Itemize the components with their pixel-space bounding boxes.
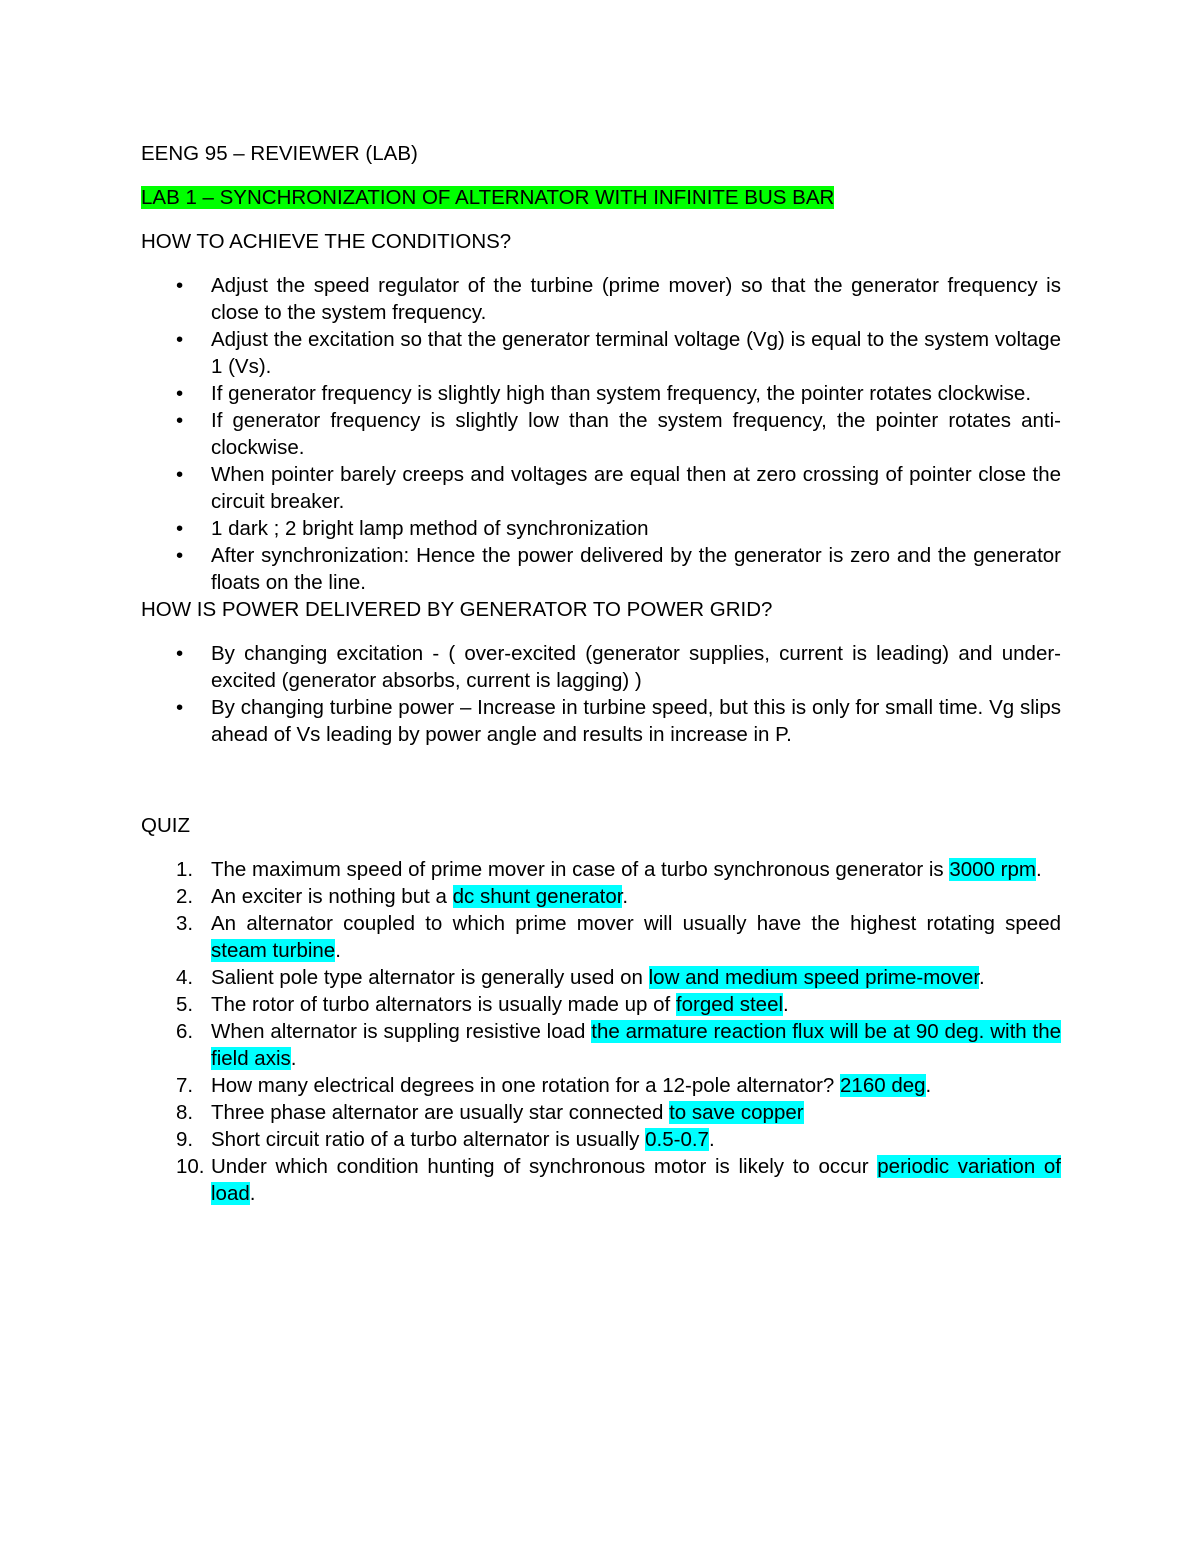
- quiz-item-number: 1.: [176, 858, 194, 881]
- quiz-question: An exciter is nothing but a: [211, 885, 453, 908]
- bullet-icon: •: [176, 274, 184, 297]
- quiz-answer-highlight: the armature reaction flux will be at 90 deg. with the field axis: [211, 1020, 1061, 1070]
- section-spacer: [141, 748, 1061, 812]
- quiz-question: Under which condition hunting of synchronous motor is likely to occur: [211, 1155, 878, 1178]
- quiz-item-number: 7.: [176, 1074, 194, 1097]
- bullet-icon: •: [176, 696, 184, 719]
- quiz-answer-highlight: steam turbine: [211, 939, 336, 962]
- quiz-item: [141, 1126, 1061, 1153]
- quiz-item: [141, 1099, 1061, 1126]
- quiz-item-number: 9.: [176, 1128, 194, 1151]
- lab-heading: [141, 184, 1061, 211]
- bullet-icon: •: [176, 409, 184, 432]
- quiz-answer-tail: .: [708, 1128, 715, 1151]
- quiz-answer-highlight: 0.5-0.7: [645, 1128, 709, 1151]
- quiz-answer-highlight: 2160 deg: [840, 1074, 926, 1097]
- quiz-item: [141, 964, 1061, 991]
- list-item: [141, 640, 1061, 694]
- quiz-item-number: 2.: [176, 885, 194, 908]
- quiz-answer-tail: .: [925, 1074, 932, 1097]
- quiz-question: An alternator coupled to which prime mover will usually have the highest rotating speed: [211, 912, 1061, 935]
- list-item-text: Adjust the excitation so that the generator terminal voltage (Vg) is equal to the system voltage 1 (Vs).: [211, 328, 1061, 378]
- quiz-item: [141, 1153, 1061, 1207]
- quiz-answer-tail: .: [783, 993, 789, 1016]
- list-item: [141, 694, 1061, 748]
- quiz-answer-tail: .: [979, 966, 985, 989]
- list-item: [141, 272, 1061, 326]
- quiz-question: Short circuit ratio of a turbo alternator is usually: [211, 1128, 646, 1151]
- quiz-answer-highlight: low and medium speed prime-mover: [648, 966, 980, 989]
- list-item: [141, 461, 1061, 515]
- bullet-icon: •: [176, 463, 184, 486]
- power-heading: HOW IS POWER DELIVERED BY GENERATOR TO POWER GRID?: [141, 598, 773, 621]
- quiz-answer-highlight: to save copper: [669, 1101, 804, 1124]
- list-item-text: After synchronization: Hence the power delivered by the generator is zero and the generator floats on the line.: [211, 544, 1061, 594]
- list-item: [141, 407, 1061, 461]
- document-title: EENG 95 – REVIEWER (LAB): [141, 142, 418, 165]
- quiz-question: Salient pole type alternator is generally used on: [211, 966, 649, 989]
- quiz-answer-tail: .: [290, 1047, 297, 1070]
- lab-heading-highlight: LAB 1 – SYNCHRONIZATION OF ALTERNATOR WITH INFINITE BUS BAR: [141, 186, 835, 209]
- quiz-question: When alternator is suppling resistive load: [211, 1020, 592, 1043]
- list-item-text: When pointer barely creeps and voltages are equal then at zero crossing of pointer close the circuit breaker.: [211, 463, 1061, 513]
- list-item-text: By changing excitation - ( over-excited (generator supplies, current is leading) and under-excited (generator absorbs, current is lagging) ): [211, 642, 1061, 692]
- quiz-item: [141, 856, 1061, 883]
- quiz-item: [141, 1072, 1061, 1099]
- quiz-item: [141, 1018, 1061, 1072]
- quiz-item-number: 6.: [176, 1020, 194, 1043]
- quiz-item-number: 3.: [176, 912, 194, 935]
- quiz-answer-tail: .: [335, 939, 341, 962]
- quiz-item-number: 4.: [176, 966, 194, 989]
- quiz-item-number: 5.: [176, 993, 194, 1016]
- quiz-answer-tail: .: [249, 1182, 256, 1205]
- list-item-text: If generator frequency is slightly low than the system frequency, the pointer rotates anti-clockwise.: [211, 409, 1061, 459]
- list-item-text: By changing turbine power – Increase in turbine speed, but this is only for small time. Vg slips ahead of Vs leading by power angle and results in increase in P.: [211, 696, 1061, 746]
- quiz-answer-highlight: periodic variation of load: [211, 1155, 1061, 1205]
- list-item-text: Adjust the speed regulator of the turbine (prime mover) so that the generator frequency is close to the system frequency.: [211, 274, 1061, 324]
- conditions-heading: HOW TO ACHIEVE THE CONDITIONS?: [141, 230, 512, 253]
- quiz-question: Three phase alternator are usually star connected: [211, 1101, 670, 1124]
- list-item-text: 1 dark ; 2 bright lamp method of synchronization: [211, 517, 649, 540]
- quiz-item-number: 8.: [176, 1101, 194, 1124]
- list-item: [141, 380, 1061, 407]
- bullet-icon: •: [176, 328, 184, 351]
- quiz-item: [141, 910, 1061, 964]
- quiz-question: The maximum speed of prime mover in case of a turbo synchronous generator is: [211, 858, 950, 881]
- power-list: [141, 640, 1061, 748]
- quiz-question: How many electrical degrees in one rotation for a 12-pole alternator?: [211, 1074, 841, 1097]
- quiz-answer-highlight: 3000 rpm: [949, 858, 1036, 881]
- conditions-list: [141, 272, 1061, 596]
- quiz-question: The rotor of turbo alternators is usually made up of: [211, 993, 676, 1016]
- list-item: [141, 542, 1061, 596]
- list-item: [141, 515, 1061, 542]
- list-item: [141, 326, 1061, 380]
- quiz-item: [141, 991, 1061, 1018]
- list-item-text: If generator frequency is slightly high than system frequency, the pointer rotates clockwise.: [211, 382, 1032, 405]
- quiz-answer-highlight: dc shunt generator: [452, 885, 623, 908]
- bullet-icon: •: [176, 544, 184, 567]
- quiz-list: [141, 856, 1061, 1207]
- quiz-answer-tail: .: [1035, 858, 1042, 881]
- quiz-answer-tail: .: [622, 885, 629, 908]
- document-page: [141, 140, 1061, 1207]
- bullet-icon: •: [176, 382, 184, 405]
- bullet-icon: •: [176, 517, 184, 540]
- quiz-item-number: 10.: [176, 1155, 205, 1178]
- quiz-item: [141, 883, 1061, 910]
- quiz-heading: QUIZ: [141, 814, 190, 837]
- quiz-answer-highlight: forged steel: [675, 993, 784, 1016]
- bullet-icon: •: [176, 642, 184, 665]
